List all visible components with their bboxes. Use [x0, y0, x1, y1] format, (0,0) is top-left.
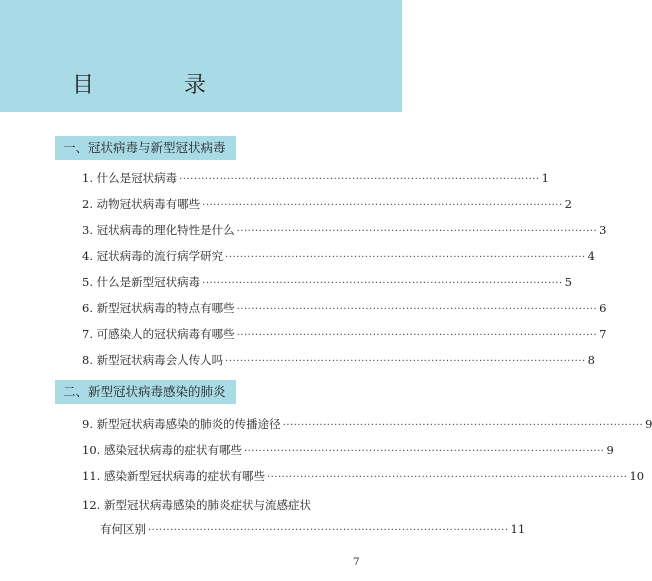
toc-entry-title: 4. 冠状病毒的流行病学研究 — [82, 249, 224, 263]
toc-entry-title: 7. 可感染人的冠状病毒有哪些 — [82, 327, 235, 341]
toc-entry-page: 2 — [564, 197, 572, 211]
toc-entry[interactable] — [82, 194, 572, 214]
section-heading-2: 二、新型冠状病毒感染的肺炎 — [55, 380, 236, 404]
toc-entry-title: 9. 新型冠状病毒感染的肺炎的传播途径 — [82, 417, 281, 431]
toc-entry[interactable] — [82, 168, 549, 188]
toc-leader-dots: ·································································································· — [243, 446, 605, 457]
toc-leader-dots: ·································································································· — [179, 174, 540, 185]
toc-leader-dots: ·································································································· — [202, 278, 563, 289]
section-heading-1: 一、冠状病毒与新型冠状病毒 — [55, 136, 236, 160]
toc-leader-dots: ·································································································· — [236, 304, 598, 315]
toc-entry-title: 5. 什么是新型冠状病毒 — [82, 275, 201, 289]
toc-leader-dots: ·································································································· — [236, 226, 598, 237]
toc-leader-dots: ·································································································· — [266, 472, 628, 483]
toc-entry-page: 1 — [541, 171, 549, 185]
toc-leader-dots: ·································································································· — [202, 200, 563, 211]
toc-entry-title: 11. 感染新型冠状病毒的症状有哪些 — [82, 469, 265, 483]
toc-entry[interactable] — [82, 350, 595, 370]
toc-entry[interactable] — [82, 466, 645, 486]
toc-entry-title: 2. 动物冠状病毒有哪些 — [82, 197, 201, 211]
toc-entry-title-line1[interactable]: 12. 新型冠状病毒感染的肺炎症状与流感症状 — [82, 498, 311, 512]
toc-entry-page: 4 — [587, 249, 595, 263]
toc-entry[interactable] — [82, 272, 572, 292]
toc-entry-page: 11 — [510, 522, 526, 536]
toc-entry-page: 3 — [599, 223, 607, 237]
toc-leader-dots: ·································································································· — [225, 252, 586, 263]
toc-entry-title: 8. 新型冠状病毒会人传人吗 — [82, 353, 224, 367]
toc-entry-title: 6. 新型冠状病毒的特点有哪些 — [82, 301, 235, 315]
toc-entry-page: 9 — [606, 443, 614, 457]
toc-entry[interactable] — [82, 220, 607, 240]
toc-entry[interactable] — [82, 246, 595, 266]
header-band — [0, 0, 402, 112]
page-title: 目 录 — [72, 73, 241, 98]
toc-entry-page: 9 — [645, 417, 652, 431]
toc-entry-title: 3. 冠状病毒的理化特性是什么 — [82, 223, 235, 237]
toc-entry-page: 5 — [564, 275, 572, 289]
toc-entry-page: 8 — [587, 353, 595, 367]
toc-leader-dots: ·································································································· — [225, 356, 586, 367]
toc-entry[interactable] — [100, 519, 526, 539]
toc-entry-title: 1. 什么是冠状病毒 — [82, 171, 178, 185]
toc-entry[interactable] — [82, 440, 614, 460]
toc-entry-title: 10. 感染冠状病毒的症状有哪些 — [82, 443, 242, 457]
toc-entry[interactable] — [82, 298, 607, 318]
toc-leader-dots: ·································································································· — [236, 330, 598, 341]
toc-leader-dots: ·································································································· — [148, 525, 509, 536]
toc-entry-page: 7 — [599, 327, 607, 341]
toc-entry-title-line2: 有何区别 — [100, 522, 146, 536]
toc-entry[interactable] — [82, 414, 652, 434]
toc-leader-dots: ·································································································· — [282, 420, 644, 431]
page-number: 7 — [353, 556, 360, 568]
toc-entry-page: 6 — [599, 301, 607, 315]
toc-entry-page: 10 — [629, 469, 645, 483]
toc-entry[interactable] — [82, 324, 607, 344]
